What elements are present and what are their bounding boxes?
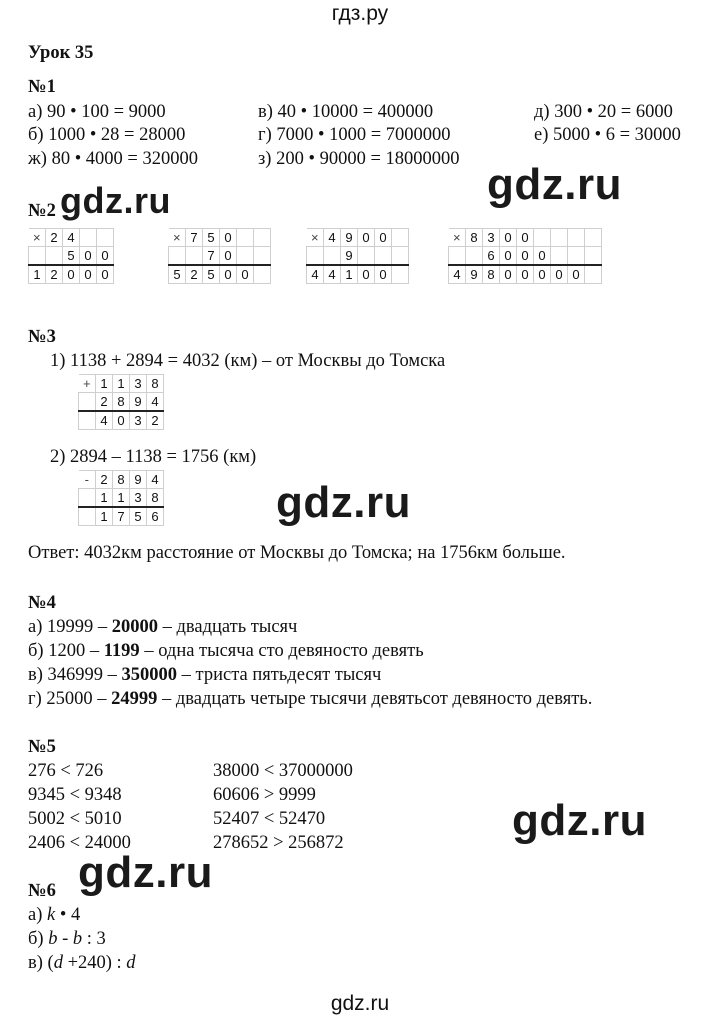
ex1-item: д) 300 • 20 = 6000 xyxy=(534,102,673,122)
ex5-item: 278652 > 256872 xyxy=(213,833,344,853)
ex1-item: е) 5000 • 6 = 30000 xyxy=(534,125,681,145)
ex4-item: г) 25000 – 24999 – двадцать четыре тысячи девятьсот девяносто девять. xyxy=(28,689,593,709)
ex1-item: а) 90 • 100 = 9000 xyxy=(28,102,166,122)
ex5-item: 276 < 726 xyxy=(28,761,104,781)
ex1-label: №1 xyxy=(28,77,56,97)
ex1-item: ж) 80 • 4000 = 320000 xyxy=(28,149,198,169)
ex3-table-2: - 2 8 9 4 1 1 3 8 1 7 5 6 xyxy=(78,470,164,526)
ex1-item: г) 7000 • 1000 = 7000000 xyxy=(258,125,451,145)
ex6-item-a: а) k • 4 xyxy=(28,905,81,925)
ex5-item: 2406 < 24000 xyxy=(28,833,131,853)
watermark: gdz.ru xyxy=(276,478,411,527)
ex3-answer: Ответ: 4032км расстояние от Москвы до Томска; на 1756км больше. xyxy=(28,543,566,563)
ex2-table-3: × 4 9 0 0 9 4 4 1 0 0 xyxy=(306,228,409,284)
ex5-label: №5 xyxy=(28,737,56,757)
ex1-item: з) 200 • 90000 = 18000000 xyxy=(258,149,460,169)
ex5-item: 38000 < 37000000 xyxy=(213,761,353,781)
watermark: gdz.ru xyxy=(487,160,622,209)
ex2-table-1: × 2 4 5 0 0 1 2 0 0 0 xyxy=(28,228,114,284)
site-footer: gdz.ru xyxy=(330,992,390,1015)
ex3-table-1: + 1 1 3 8 2 8 9 4 4 0 3 2 xyxy=(78,374,164,430)
ex5-item: 9345 < 9348 xyxy=(28,785,122,805)
ex6-label: №6 xyxy=(28,881,56,901)
lesson-title: Урок 35 xyxy=(28,43,94,63)
ex2-table-2: × 7 5 0 7 0 5 2 5 0 0 xyxy=(168,228,271,284)
ex4-item: б) 1200 – 1199 – одна тысяча сто девяносто девять xyxy=(28,641,424,661)
ex6-item-c: в) (d +240) : d xyxy=(28,953,136,973)
ex6-item-b: б) b - b : 3 xyxy=(28,929,106,949)
watermark: gdz.ru xyxy=(512,796,647,845)
ex3-label: №3 xyxy=(28,327,56,347)
watermark: gdz.ru xyxy=(60,180,171,221)
site-header: гдз.ру xyxy=(331,2,389,25)
watermark: gdz.ru xyxy=(78,848,213,897)
ex3-step-2: 2) 2894 – 1138 = 1756 (км) xyxy=(50,447,257,467)
ex1-item: б) 1000 • 28 = 28000 xyxy=(28,125,186,145)
ex1-item: в) 40 • 10000 = 400000 xyxy=(258,102,434,122)
ex5-item: 5002 < 5010 xyxy=(28,809,122,829)
ex3-step-1: 1) 1138 + 2894 = 4032 (км) – от Москвы до Томска xyxy=(50,351,446,371)
ex5-item: 52407 < 52470 xyxy=(213,809,326,829)
ex4-label: №4 xyxy=(28,593,56,613)
ex4-item: а) 19999 – 20000 – двадцать тысяч xyxy=(28,617,298,637)
ex4-item: в) 346999 – 350000 – триста пятьдесят тысяч xyxy=(28,665,382,685)
ex2-label: №2 xyxy=(28,201,56,221)
ex2-table-4: × 8 3 0 0 6 0 0 0 4 9 8 0 0 0 0 0 xyxy=(448,228,602,284)
ex5-item: 60606 > 9999 xyxy=(213,785,316,805)
